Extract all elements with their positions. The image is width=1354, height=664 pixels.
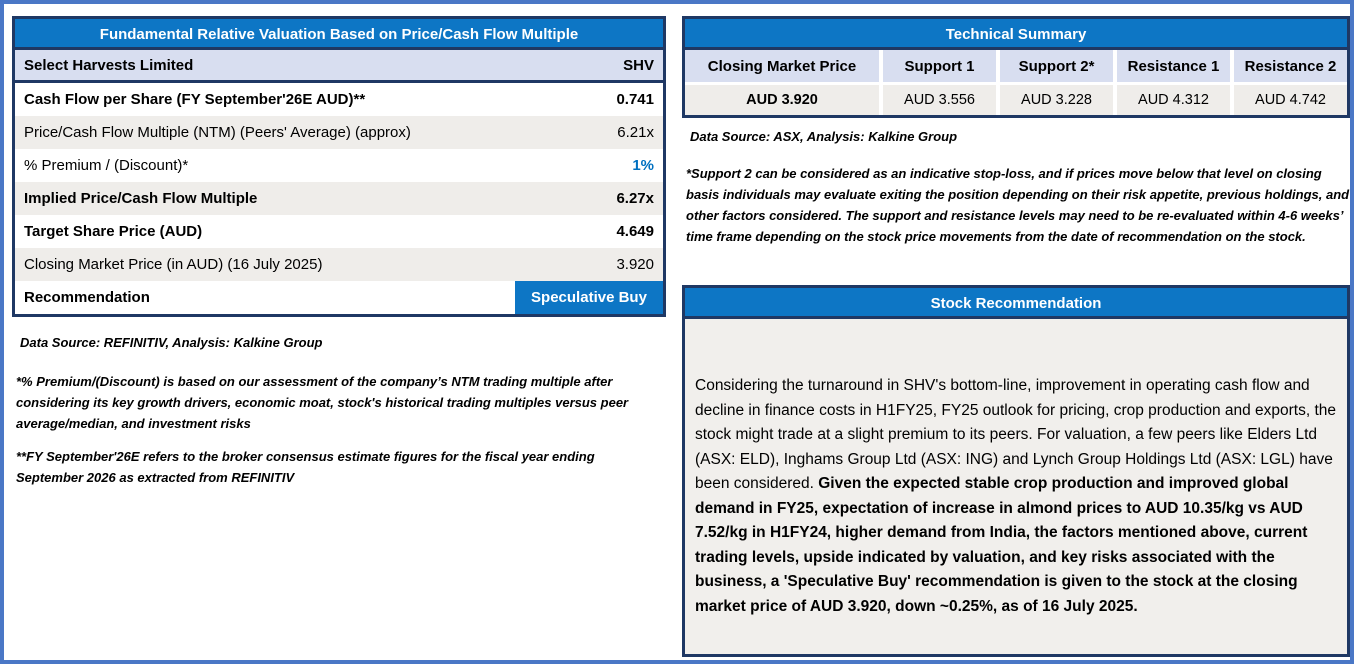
- row-label: % Premium / (Discount)*: [24, 157, 189, 174]
- col-resistance-1: Resistance 1: [1117, 50, 1230, 82]
- row-label: Recommendation: [24, 289, 150, 306]
- stock-recommendation-text: [685, 319, 1347, 627]
- fy-estimate-footnote: **FY September'26E refers to the broker consensus estimate figures for the fiscal year ending September 2026 as extracted from REFINITIV: [16, 449, 595, 485]
- technical-summary-value-row: [685, 85, 1347, 115]
- technical-source-note: Data Source: ASX, Analysis: Kalkine Group: [690, 129, 958, 144]
- value-support-1: AUD 3.556: [883, 85, 996, 115]
- valuation-table: [12, 16, 666, 317]
- value-resistance-1: AUD 4.312: [1117, 85, 1230, 115]
- row-cash-flow-per-share: [15, 83, 663, 116]
- recommendation-text-regular: Considering the turnaround in SHV's bottom-line, improvement in operating cash flow and decline in finance costs in H1FY25, FY25 outlook for pricing, crop production and exports, the stock might trade at a slight premium to its peers. For valuation, a few peers like Elders Ltd (ASX: ELD), Inghams Group Ltd (ASX: ING) and Lynch Group Holdings Ltd (ASX: LGL) have been considered.: [695, 377, 1337, 492]
- value-support-2: AUD 3.228: [1000, 85, 1113, 115]
- recommendation-badge: Speculative Buy: [515, 281, 663, 314]
- valuation-footnotes: [16, 332, 652, 488]
- row-label: Implied Price/Cash Flow Multiple: [24, 190, 258, 207]
- stock-recommendation-title: Stock Recommendation: [685, 288, 1347, 319]
- row-label: Target Share Price (AUD): [24, 223, 203, 240]
- row-value-premium: 1%: [632, 157, 654, 174]
- col-support-1: Support 1: [883, 50, 996, 82]
- stock-recommendation-box: [682, 285, 1350, 657]
- row-value: 6.21x: [617, 124, 654, 141]
- company-name: Select Harvests Limited: [24, 56, 194, 74]
- valuation-source-note: Data Source: REFINITIV, Analysis: Kalkine Group: [20, 335, 323, 350]
- valuation-table-title: Fundamental Relative Valuation Based on Price/Cash Flow Multiple: [15, 19, 663, 50]
- row-label: Price/Cash Flow Multiple (NTM) (Peers' Average) (approx): [24, 124, 411, 141]
- ticker-symbol: SHV: [623, 56, 654, 74]
- valuation-subheader-row: [15, 50, 663, 83]
- technical-summary-header-row: [685, 50, 1347, 82]
- support2-footnote: *Support 2 can be considered as an indicative stop-loss, and if prices move below that level on closing basis individuals may evaluate exiting the position depending on their risk appetite, previous holdings, and other factors considered. The support and resistance levels may need to be re-evaluated within 4-6 weeks’ time frame depending on the stock price movements from the date of recommendation on the stock.: [686, 166, 1350, 244]
- row-label: Closing Market Price (in AUD) (16 July 2025): [24, 256, 323, 273]
- recommendation-text-bold: Given the expected stable crop production and improved global demand in FY25, expectation of increase in almond prices to AUD 10.35/kg vs AUD 7.52/kg in H1FY24, higher demand from India, the factors mentioned above, current trading levels, upside indicated by valuation, and key risks associated with the business, a 'Speculative Buy' recommendation is given to the stock at the closing market price of AUD 3.920, down ~0.25%, as of 16 July 2025.: [695, 475, 1308, 615]
- technical-footnotes: [686, 126, 1350, 247]
- row-value: 6.27x: [616, 190, 654, 207]
- row-recommendation: [15, 281, 663, 314]
- col-resistance-2: Resistance 2: [1234, 50, 1347, 82]
- technical-summary-table: [682, 16, 1350, 118]
- row-value: 3.920: [616, 256, 654, 273]
- row-pcf-multiple-peers: [15, 116, 663, 149]
- row-value: 4.649: [616, 223, 654, 240]
- premium-footnote: *% Premium/(Discount) is based on our assessment of the company’s NTM trading multiple after considering its key growth drivers, economic moat, stock's historical trading multiples versus peer average/median, and investment risks: [16, 374, 629, 431]
- row-value: 0.741: [616, 91, 654, 108]
- col-support-2: Support 2*: [1000, 50, 1113, 82]
- row-premium-discount: [15, 149, 663, 182]
- row-closing-market-price: [15, 248, 663, 281]
- row-implied-pcf-multiple: [15, 182, 663, 215]
- value-resistance-2: AUD 4.742: [1234, 85, 1347, 115]
- row-target-share-price: [15, 215, 663, 248]
- col-closing-market-price: Closing Market Price: [685, 50, 879, 82]
- technical-summary-title: Technical Summary: [685, 19, 1347, 50]
- value-closing-market-price: AUD 3.920: [685, 85, 879, 115]
- row-label: Cash Flow per Share (FY September'26E AUD)**: [24, 91, 366, 108]
